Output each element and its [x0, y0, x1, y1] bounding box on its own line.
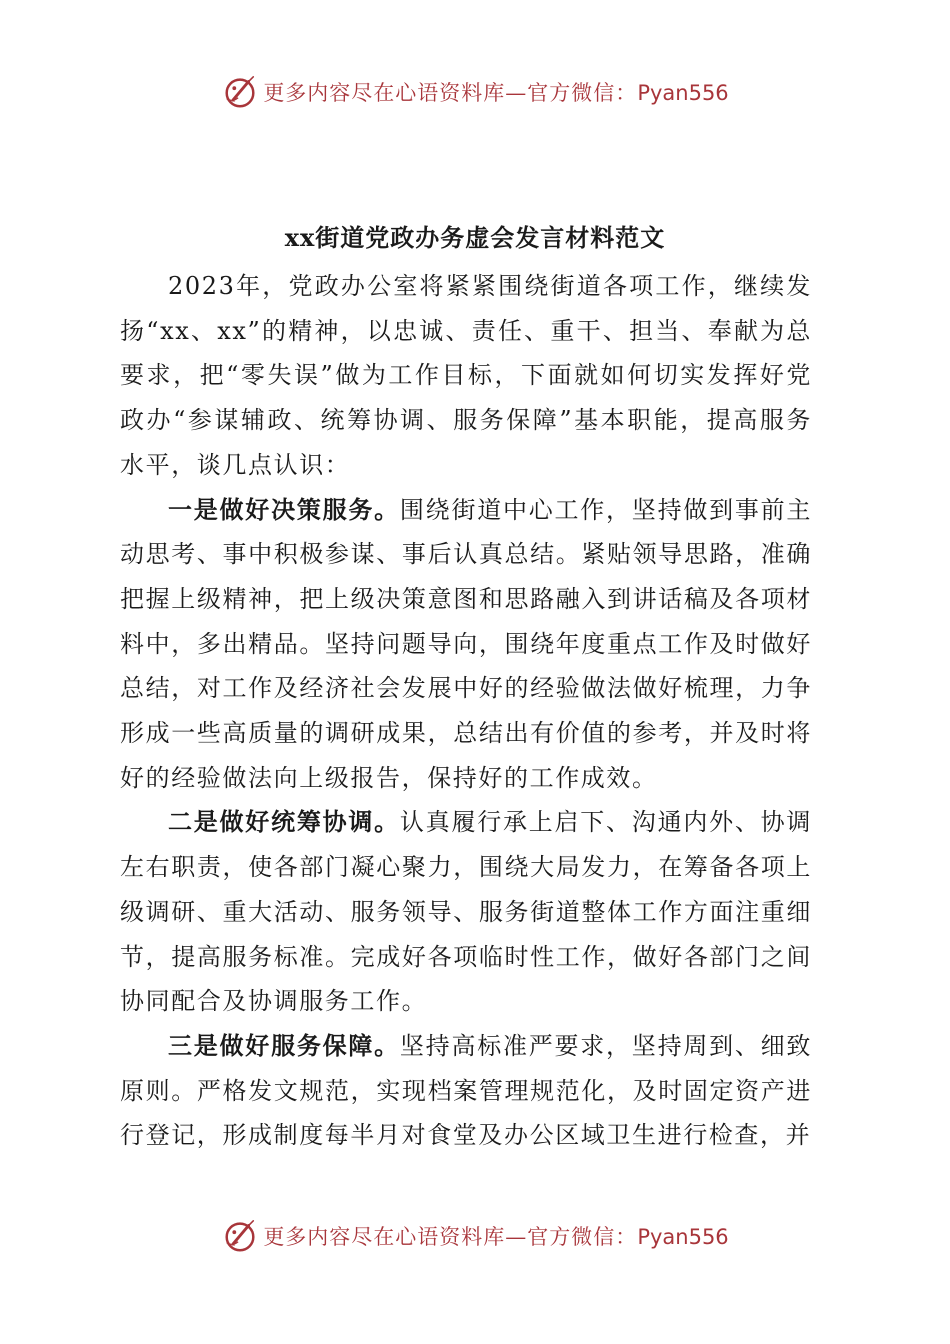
watermark-text-cn: 更多内容尽在心语资料库—官方微信：	[263, 81, 638, 105]
header-watermark-banner	[0, 70, 950, 114]
section-lead: 二是做好统筹协调。	[168, 807, 400, 837]
watermark-text-cn: 更多内容尽在心语资料库—官方微信：	[263, 1225, 638, 1249]
watermark-wechat-id: Pyan556	[637, 1225, 729, 1249]
section-body: 认真履行承上启下、沟通内外、协调左右职责，使各部门凝心聚力，围绕大局发力，在筹备各项上级调研、重大活动、服务领导、服务街道整体工作方面注重细节，提高服务标准。完成好各项临时性工作，做好各部门之间协同配合及协调服务工作。	[120, 808, 812, 1016]
pen-circle-logo-icon	[221, 1217, 259, 1255]
document-title: xx街道党政办务虚会发言材料范文	[284, 223, 666, 252]
document-body	[120, 264, 812, 1158]
section-paragraph-3	[120, 1024, 812, 1158]
watermark-text	[263, 1221, 728, 1251]
section-paragraph-1	[120, 488, 812, 801]
section-body: 坚持高标准严要求，坚持周到、细致原则。严格发文规范，实现档案管理规范化，及时固定资产进行登记，形成制度每半月对食堂及办公区域卫生进行检查，并	[120, 1031, 812, 1150]
footer-watermark-banner	[0, 1214, 950, 1258]
section-paragraph-2	[120, 800, 812, 1024]
section-lead: 三是做好服务保障。	[168, 1030, 400, 1060]
section-body: 围绕街道中心工作，坚持做到事前主动思考、事中积极参谋、事后认真总结。紧贴领导思路，准确把握上级精神，把上级决策意图和思路融入到讲话稿及各项材料中，多出精品。坚持问题导向，围绕年度重点工作及时做好总结，对工作及经济社会发展中好的经验做法做好梳理，力争形成一些高质量的调研成果，总结出有价值的参考，并及时将好的经验做法向上级报告，保持好的工作成效。	[120, 495, 812, 792]
pen-circle-logo-icon	[221, 73, 259, 111]
watermark-wechat-id: Pyan556	[637, 81, 729, 105]
section-lead: 一是做好决策服务。	[168, 494, 400, 524]
intro-paragraph: 2023年，党政办公室将紧紧围绕街道各项工作，继续发扬“xx、xx”的精神，以忠诚、责任、重干、担当、奉献为总要求，把“零失误”做为工作目标，下面就如何切实发挥好党政办“参谋辅政、统筹协调、服务保障”基本职能，提高服务水平，谈几点认识：	[120, 272, 812, 479]
watermark-text	[263, 77, 728, 107]
